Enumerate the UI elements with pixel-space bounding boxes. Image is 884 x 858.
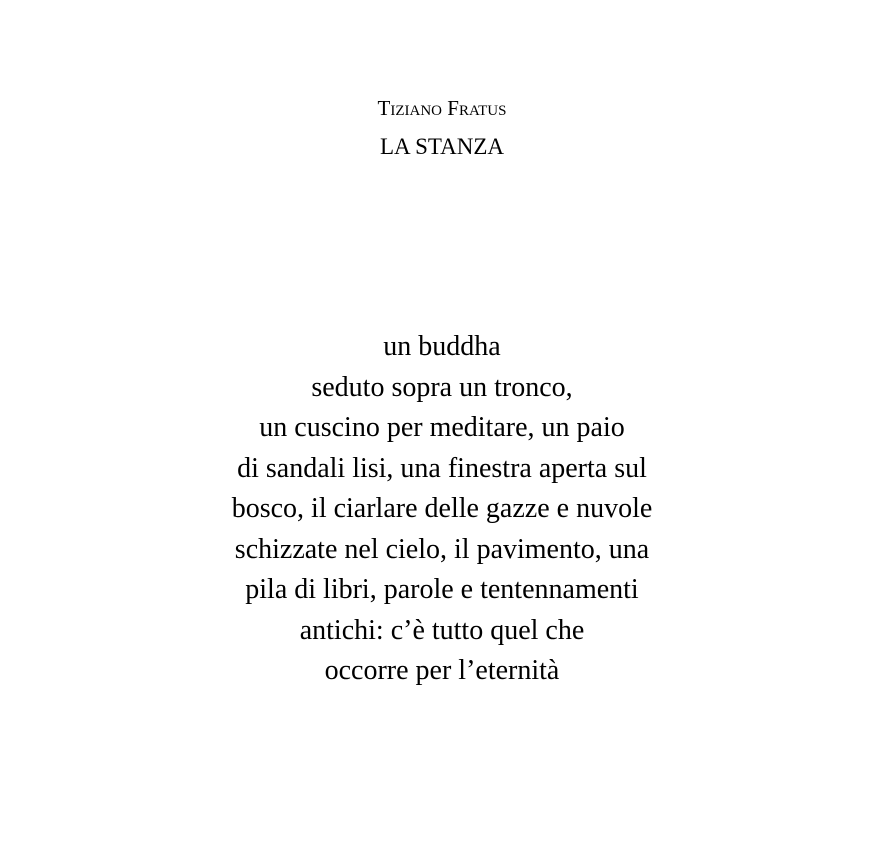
poem-line: antichi: c’è tutto quel che xyxy=(299,614,585,646)
poem-line: di sandali lisi, una finestra aperta sul xyxy=(237,452,647,484)
poem-title: LA STANZA xyxy=(379,134,505,159)
poem-line: un buddha xyxy=(383,331,501,362)
poem-line: pila di libri, parole e tentennamenti xyxy=(245,574,639,605)
poem-body xyxy=(0,327,884,692)
poem-line: occorre per l’eternità xyxy=(324,655,560,686)
poem-line: seduto sopra un tronco, xyxy=(311,371,573,403)
poem-line: bosco, il ciarlare delle gazze e nuvole xyxy=(231,493,653,524)
poem-line: un cuscino per meditare, un paio xyxy=(259,412,625,443)
author-name: Tiziano Fratus xyxy=(377,96,507,120)
poem-line: schizzate nel cielo, il pavimento, una xyxy=(234,533,650,565)
